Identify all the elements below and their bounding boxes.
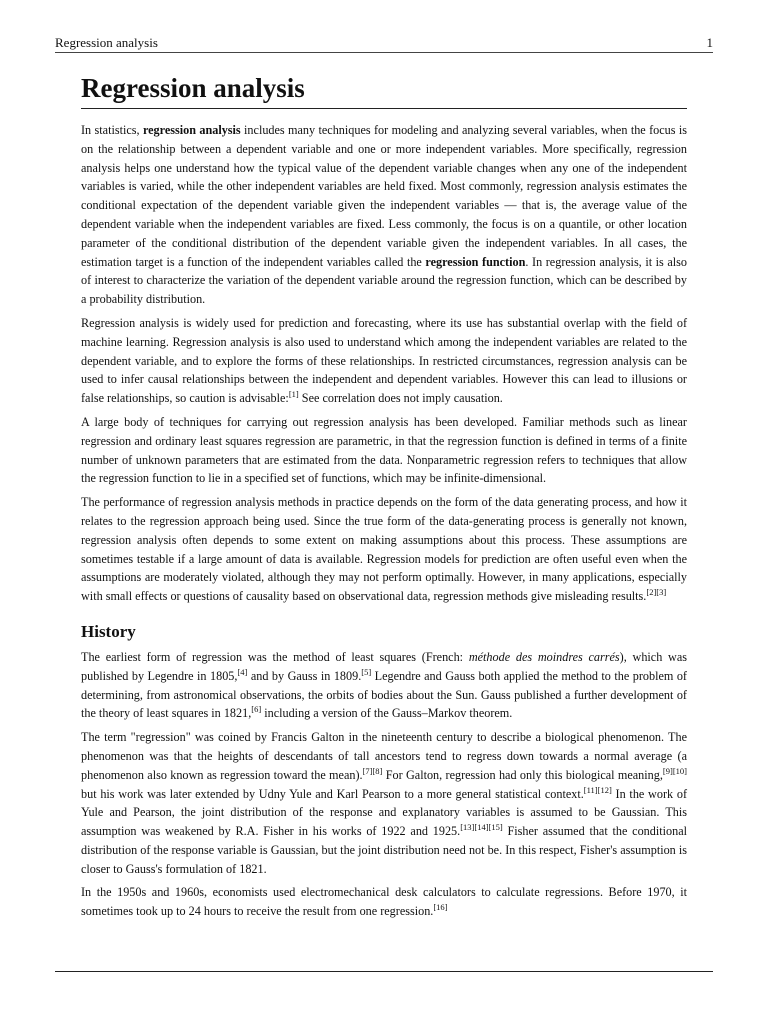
intro-paragraph-1 — [81, 121, 687, 309]
text-run: In statistics, — [81, 123, 143, 137]
citation-ref[interactable]: [1] — [288, 389, 299, 400]
citation-ref[interactable]: [16] — [433, 902, 448, 913]
citation-ref[interactable]: [5] — [361, 666, 372, 677]
text-run: Legendre and Gauss both applied the method to the problem of determining, from astronomical observations, the orbits of bodies about the Sun. Gauss published a further development of the theory of least squares in 1821, — [81, 668, 687, 721]
page-number: 1 — [706, 35, 713, 50]
intro-paragraph-3 — [81, 413, 687, 488]
text-run: A large body of techniques for carrying out regression analysis has been developed. Familiar methods such as linear regression and ordinary least squares regression are parametric, in that the regression function is defined in terms of a finite number of unknown parameters that are estimated from the data. Nonparametric regression refers to techniques that allow the regression function to lie in a specified set of functions, which may be infinite-dimensional. — [81, 414, 687, 486]
running-header-title: Regression analysis — [55, 35, 158, 50]
text-run: In the 1950s and 1960s, economists used electromechanical desk calculators to calculate regressions. Before 1970, it sometimes took up to 24 hours to receive the result from one regression. — [81, 885, 687, 919]
text-run: but his work was later extended by Udny Yule and Karl Pearson to a more general statistical context. — [81, 786, 584, 801]
intro-section — [81, 121, 687, 606]
text-run: The earliest form of regression was the method of least squares (French: — [81, 649, 469, 664]
intro-paragraph-4 — [81, 493, 687, 606]
text-run: including a version of the Gauss–Markov theorem. — [261, 706, 513, 721]
bold-term-regression-analysis: regression analysis — [142, 123, 241, 137]
history-paragraph-1 — [81, 648, 687, 723]
text-run: See correlation does not imply causation. — [298, 391, 503, 406]
text-run: In the work of Yule and Pearson, the joint distribution of the response and explanatory variables is assumed to be Gaussian. This assumption was weakened by R.A. Fisher in his works of 1922 and 1925. — [81, 786, 688, 839]
citation-ref[interactable]: [2][3] — [646, 587, 667, 598]
text-run: For Galton, regression had only this biological meaning, — [382, 767, 663, 782]
text-run: Fisher assumed that the conditional distribution of the response variable is Gaussian, but the joint distribution need not be. In this respect, Fisher's assumption is closer to Gauss's formulation of 1821. — [81, 824, 687, 876]
italic-term-french: méthode des moindres carrés — [468, 649, 620, 664]
citation-ref[interactable]: [6] — [251, 704, 262, 715]
history-paragraph-3 — [81, 883, 687, 921]
citation-ref[interactable]: [4] — [237, 666, 248, 677]
intro-paragraph-2 — [81, 314, 687, 408]
text-run: ), which was published by Legendre in 1805, — [81, 649, 688, 683]
citation-ref[interactable]: [13][14][15] — [460, 822, 503, 833]
running-header — [55, 36, 713, 53]
history-section — [81, 648, 687, 921]
text-run: Regression analysis is widely used for prediction and forecasting, where its use has substantial overlap with the field of machine learning. Regression analysis is also used to understand which among the independent variables are related to the dependent variable, and to explore the forms of these relationships. In restricted circumstances, regression analysis can be used to infer causal relationships between the independent and dependent variables. However this can lead to illusions or false relationships, so caution is advisable: — [81, 315, 687, 406]
bold-term-regression-function: regression function — [425, 254, 526, 269]
text-run: The term "regression" was coined by Francis Galton in the nineteenth century to describe a biological phenomenon. The phenomenon was that the heights of descendants of tall ancestors tend to regress down towards a normal average (a phenomenon also known as regression toward the mean). — [81, 730, 687, 782]
citation-ref[interactable]: [7][8] — [362, 765, 383, 776]
text-run: The performance of regression analysis methods in practice depends on the form of the data generating process, and how it relates to the regression approach being used. Since the true form of the data-generating process is generally not known, regression analysis often depends to some extent on making assumptions about this process. These assumptions are sometimes testable if a large amount of data is available. Regression models for prediction are often useful even when the assumptions are moderately violated, although they may not perform optimally. However, in many applications, especially with small effects or questions of causality based on observational data, regression methods give misleading results. — [81, 495, 687, 604]
footer-rule — [55, 971, 713, 972]
text-run: includes many techniques for modeling and analyzing several variables, when the focus is on the relationship between a dependent variable and one or more independent variables. More specifically, regression analysis helps one understand how the typical value of the dependent variable changes when any one of the independent variables is varied, while the other independent variables are held fixed. Most commonly, regression analysis estimates the conditional expectation of the dependent variable given the independent variables — that is, the average value of the dependent variable when the independent variables are fixed. Less commonly, the focus is on a quantile, or other location parameter of the conditional distribution of the dependent variable given the independent variables. In all cases, the estimation target is a function of the independent variables called the — [81, 123, 687, 269]
history-paragraph-2 — [81, 728, 687, 878]
section-heading-history: History — [81, 621, 136, 641]
article-title: Regression analysis — [81, 70, 687, 109]
text-run: and by Gauss in 1809. — [247, 668, 362, 683]
article-body — [81, 70, 687, 926]
citation-ref[interactable]: [11][12] — [583, 784, 612, 795]
text-run: . In regression analysis, it is also of interest to characterize the variation of the dependent variable around the regression function, which can be described by a probability distribution. — [81, 254, 688, 307]
citation-ref[interactable]: [9][10] — [662, 765, 687, 776]
